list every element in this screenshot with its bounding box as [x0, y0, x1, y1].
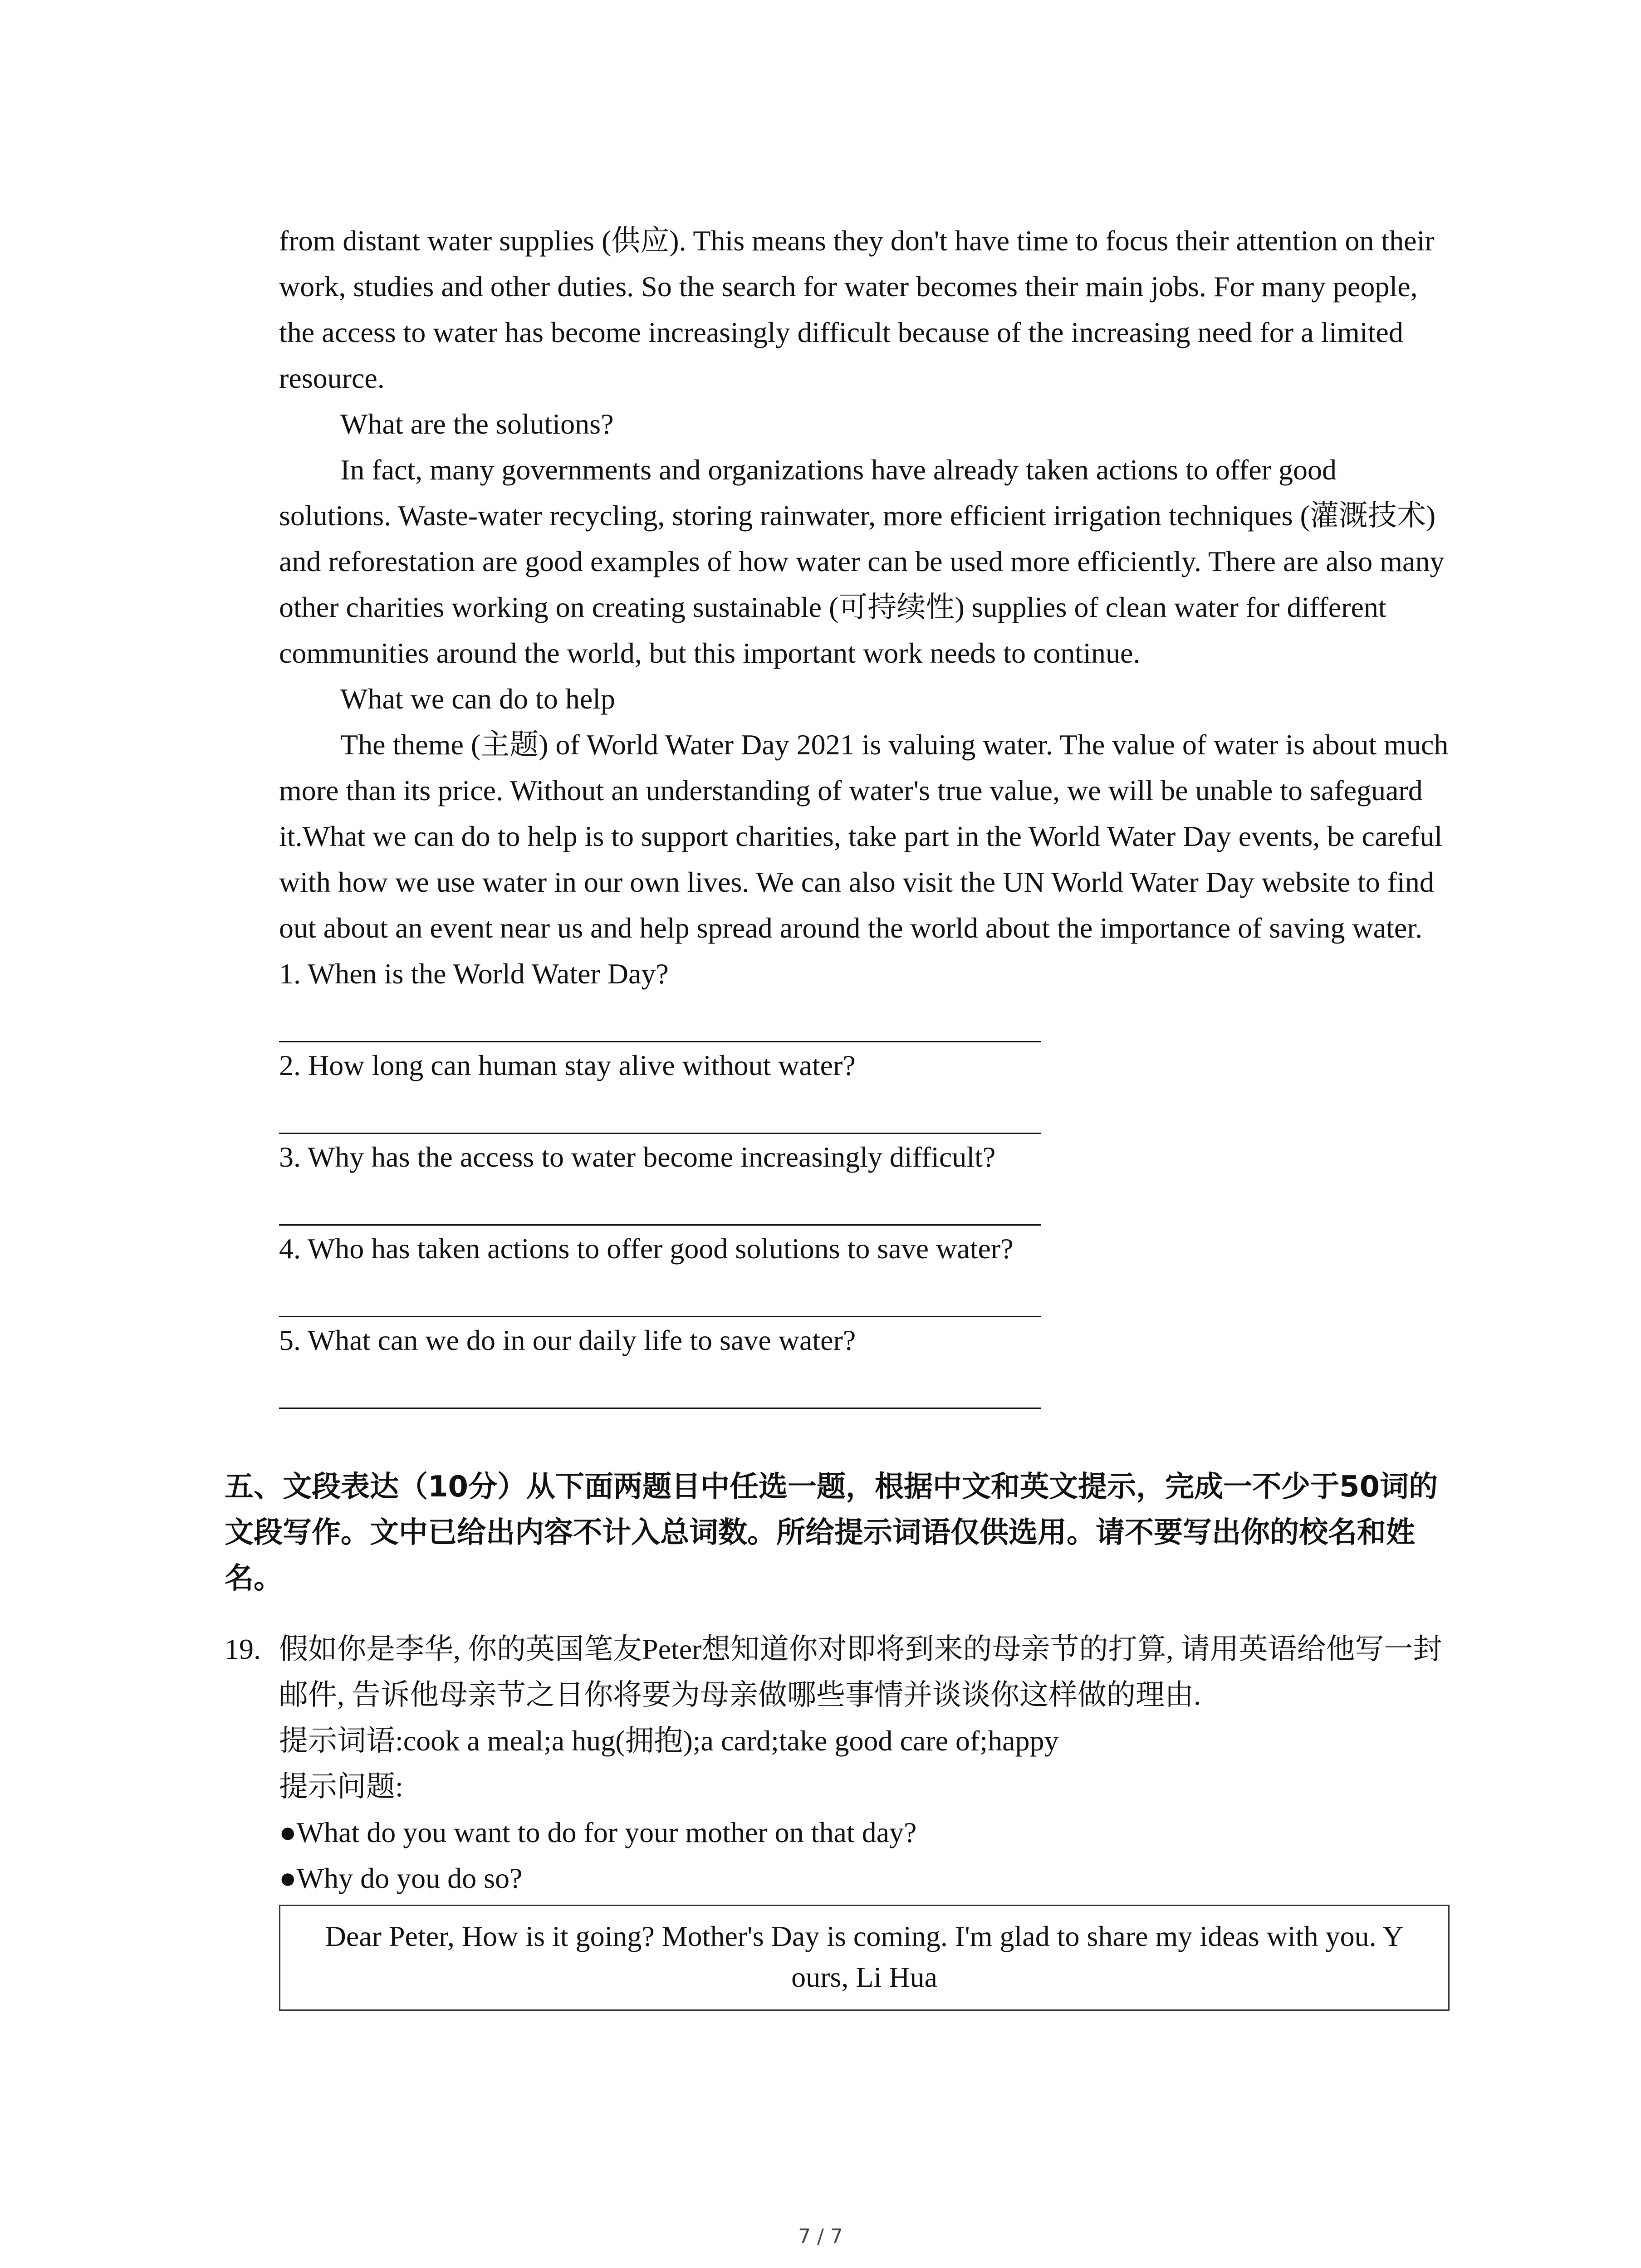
- answer-line-1[interactable]: [279, 997, 1041, 1042]
- answer-line-3[interactable]: [279, 1180, 1041, 1226]
- hint-questions-label: 提示问题:: [279, 1770, 403, 1803]
- answer-line-5[interactable]: [279, 1363, 1041, 1409]
- hint-question-1: ●What do you want to do for your mother on that day?: [279, 1816, 917, 1848]
- letter-template-box[interactable]: [279, 1905, 1450, 2011]
- question-3: 3. Why has the access to water become increasingly difficult?: [279, 1141, 996, 1173]
- passage-heading-help: What we can do to help: [340, 683, 615, 715]
- reading-passage: [279, 218, 1450, 1409]
- section-5-heading: 五、文段表达（10分）从下面两题目中任选一题，根据中文和英文提示，完成一不少于50词的文段写作。文中已给出内容不计入总词数。所给提示词语仅供选用。请不要写出你的校名和姓名。: [225, 1470, 1438, 1595]
- task-number: 19.: [225, 1633, 261, 1665]
- answer-line-2[interactable]: [279, 1088, 1041, 1134]
- passage-paragraph-1: from distant water supplies (供应). This means they don't have time to focus their attention on their work, studies and other duties. So the search for water becomes their main jobs. For many people, the access to water has become increasingly difficult because of the increasing need for a limited resource.: [279, 225, 1435, 394]
- answer-line-4[interactable]: [279, 1271, 1041, 1317]
- letter-line-2: ours, Li Hua: [791, 1961, 937, 1993]
- hint-question-2: ●Why do you do so?: [279, 1862, 523, 1894]
- hint-words: 提示词语:cook a meal;a hug(拥抱);a card;take good care of;happy: [279, 1725, 1059, 1757]
- question-1: 1. When is the World Water Day?: [279, 958, 669, 990]
- page-number: 7 / 7: [798, 2225, 843, 2248]
- passage-paragraph-3: The theme (主题) of World Water Day 2021 is valuing water. The value of water is about much more than its price. Without an understanding of water's true value, we will be unable to safeguard it.What we can do to help is to support charities, take part in the World Water Day events, be careful with how we use water in our own lives. We can also visit the UN World Water Day website to find out about an event near us and help spread around the world about the importance of saving water.: [279, 728, 1449, 944]
- writing-task-19: [225, 1626, 1454, 2011]
- question-list: [279, 951, 1450, 1409]
- passage-paragraph-2: In fact, many governments and organizations have already taken actions to offer good solutions. Waste-water recycling, storing rainwater, more efficient irrigation techniques (灌溉技术) and reforestation are good examples of how water can be used more efficiently. There are also many other charities working on creating sustainable (可持续性) supplies of clean water for different communities around the world, but this important work needs to continue.: [279, 454, 1445, 669]
- question-4: 4. Who has taken actions to offer good solutions to save water?: [279, 1232, 1014, 1265]
- passage-heading-solutions: What are the solutions?: [340, 408, 614, 440]
- task-prompt: 假如你是李华, 你的英国笔友Peter想知道你对即将到来的母亲节的打算, 请用英语给他写一封邮件, 告诉他母亲节之日你将要为母亲做哪些事情并谈谈你这样做的理由.: [279, 1633, 1442, 1711]
- question-2: 2. How long can human stay alive without water?: [279, 1049, 856, 1081]
- letter-line-1: Dear Peter, How is it going? Mother's Day is coming. I'm glad to share my ideas with you. Y: [325, 1920, 1404, 1952]
- question-5: 5. What can we do in our daily life to save water?: [279, 1324, 856, 1356]
